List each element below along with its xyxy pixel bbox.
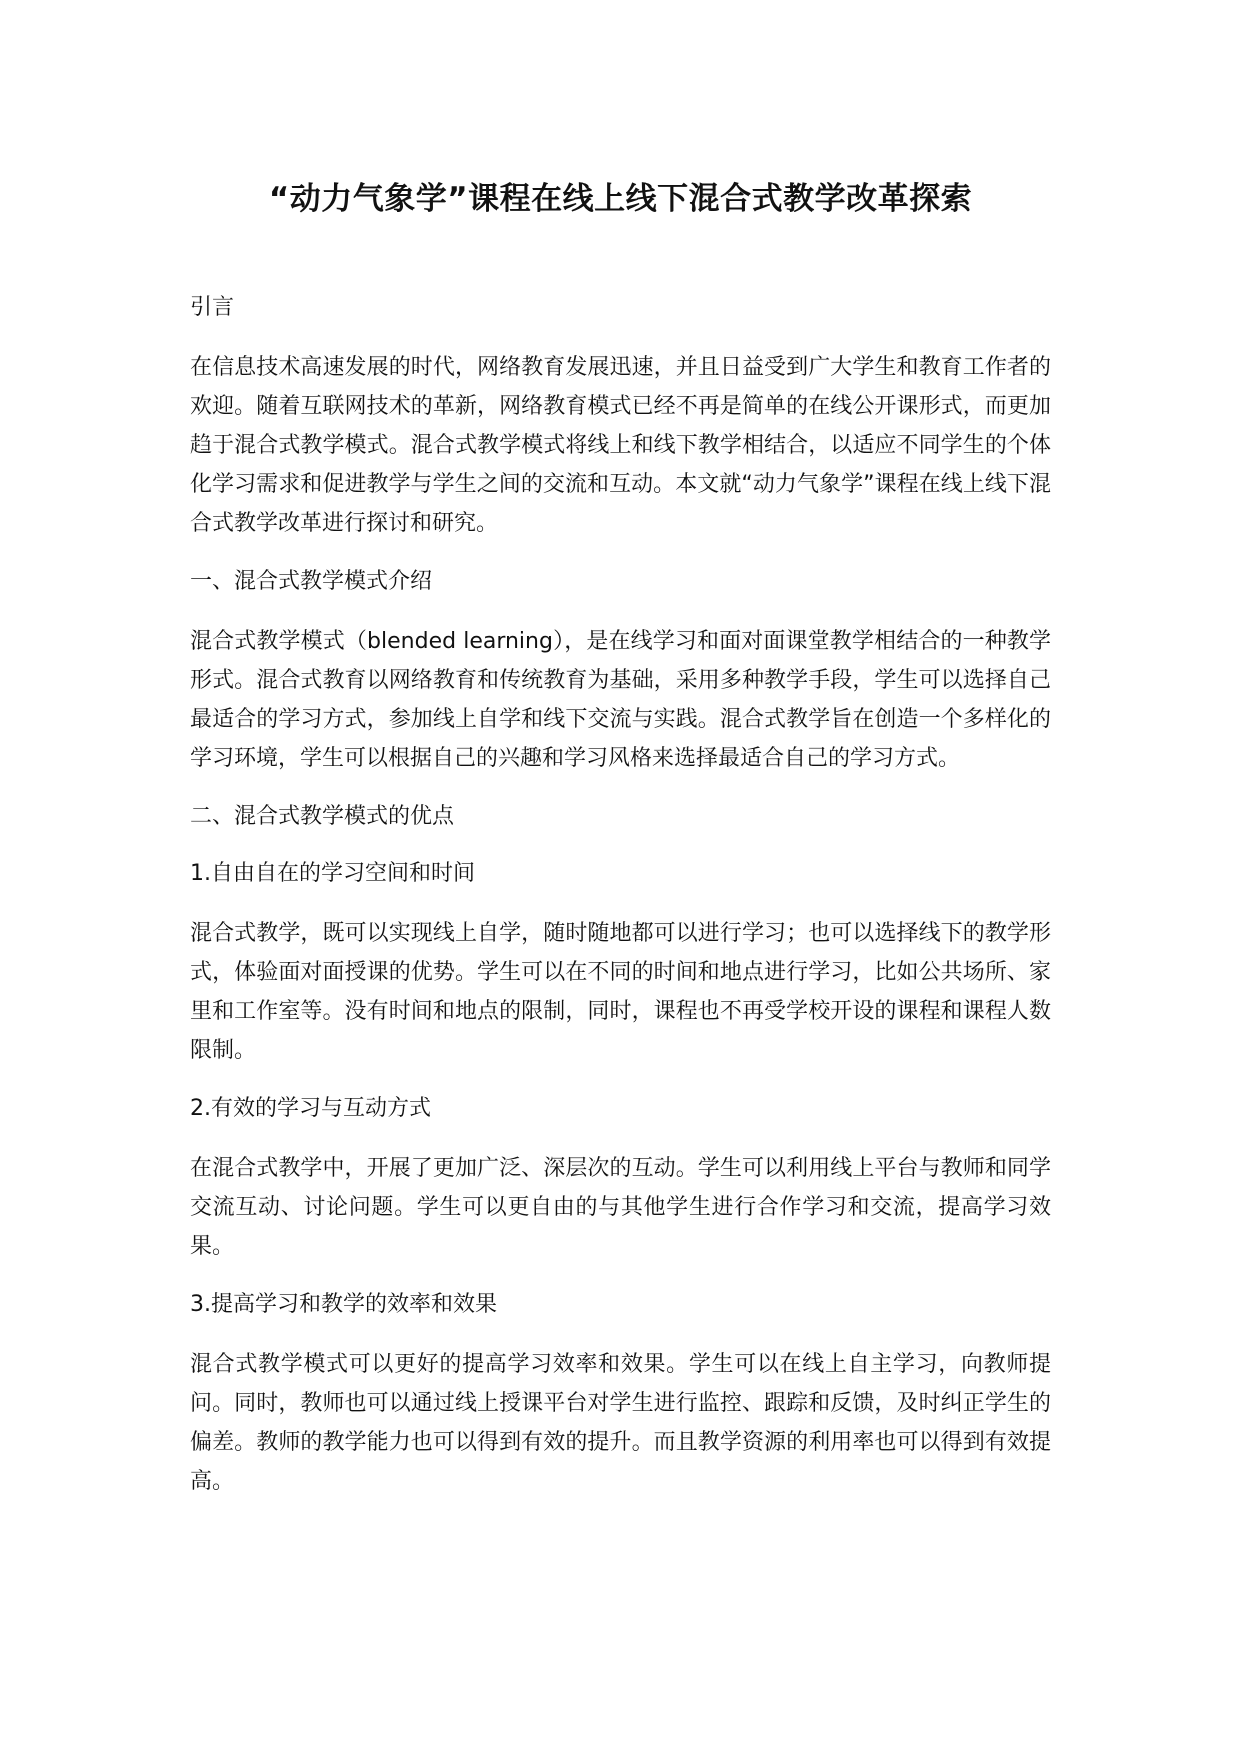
intro-heading: 引言 — [190, 295, 235, 320]
subsection2-heading: 2.有效的学习与互动方式 — [190, 1096, 431, 1121]
subsection1-heading: 1.自由自在的学习空间和时间 — [190, 861, 475, 886]
subsection2-paragraph: 在混合式教学中，开展了更加广泛、深层次的互动。学生可以利用线上平台与教师和同学交流互动、讨论问题。学生可以更自由的与其他学生进行合作学习和交流，提高学习效果。 — [190, 1156, 1051, 1259]
intro-paragraph: 在信息技术高速发展的时代，网络教育发展迅速，并且日益受到广大学生和教育工作者的欢迎。随着互联网技术的革新，网络教育模式已经不再是简单的在线公开课形式，而更加趋于混合式教学模式。混合式教学模式将线上和线下教学相结合，以适应不同学生的个体化学习需求和促进教学与学生之间的交流和互动。本文就“动力气象学”课程在线上线下混合式教学改革进行探讨和研究。 — [190, 355, 1051, 536]
section1-paragraph: 混合式教学模式（blended learning），是在线学习和面对面课堂教学相结合的一种教学形式。混合式教育以网络教育和传统教育为基础，采用多种教学手段，学生可以选择自己最适合的学习方式，参加线上自学和线下交流与实践。混合式教学旨在创造一个多样化的学习环境，学生可以根据自己的兴趣和学习风格来选择最适合自己的学习方式。 — [190, 629, 1051, 771]
subsection3-paragraph: 混合式教学模式可以更好的提高学习效率和效果。学生可以在线上自主学习，向教师提问。同时，教师也可以通过线上授课平台对学生进行监控、跟踪和反馈，及时纠正学生的偏差。教师的教学能力也可以得到有效的提升。而且教学资源的利用率也可以得到有效提高。 — [190, 1352, 1051, 1494]
section1-heading: 一、混合式教学模式介绍 — [190, 569, 433, 594]
document-title: “动力气象学”课程在线上线下混合式教学改革探索 — [268, 181, 973, 217]
section2-heading: 二、混合式教学模式的优点 — [190, 804, 455, 829]
subsection1-paragraph: 混合式教学，既可以实现线上自学，随时随地都可以进行学习；也可以选择线下的教学形式，体验面对面授课的优势。学生可以在不同的时间和地点进行学习，比如公共场所、家里和工作室等。没有时间和地点的限制，同时，课程也不再受学校开设的课程和课程人数限制。 — [190, 921, 1051, 1063]
subsection3-heading: 3.提高学习和教学的效率和效果 — [190, 1292, 497, 1317]
